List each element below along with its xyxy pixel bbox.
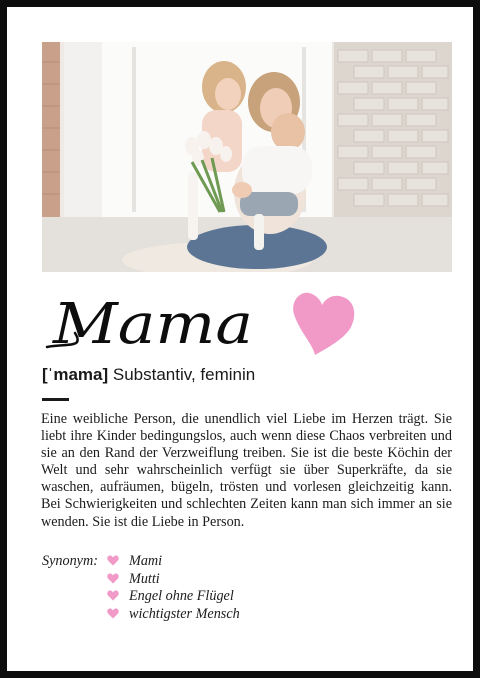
pronunciation [42, 365, 255, 385]
phonetic-spelling: [ˈmama] [42, 365, 109, 384]
synonym-item [107, 606, 240, 624]
title-mama [45, 285, 285, 365]
synonym-label: Synonym: [42, 553, 98, 569]
synonym-item [107, 588, 240, 606]
synonym-text: Engel ohne Flügel [129, 588, 234, 604]
heart-bullet-icon [107, 608, 119, 619]
synonym-list [107, 553, 240, 623]
family-photo [42, 42, 452, 272]
synonym-text: Mami [129, 553, 163, 569]
synonym-text: wichtigster Mensch [129, 605, 240, 622]
synonym-text: Mutti [129, 570, 160, 587]
grammar-info: Substantiv, feminin [112, 365, 256, 384]
synonym-item [107, 553, 240, 571]
synonym-item [107, 571, 240, 589]
divider [42, 398, 69, 401]
heart-bullet-icon [107, 555, 119, 566]
definition-text: Eine weibliche Person, die unendlich viel Liebe im Herzen trägt. Sie liebt ihre Kinder bedingungslos, auch wenn diese Chaos verbreiten und sie an den Rand der Verzweiflung treiben. Sie ist die beste Köchin der Welt und sehr wahrscheinlich verfügt sie über Superkräfte, da sie waschen, aufräumen, bügeln, trösten und vorlesen gleichzeitig kann. Bei Schwierigkeiten und schlechten Zeiten kann man sich immer an sie wenden. Sie ist die Liebe in Person. [41, 411, 452, 530]
heart-bullet-icon [107, 590, 119, 601]
title-text: Mama [51, 292, 253, 357]
heart-bullet-icon [107, 573, 119, 584]
heart-icon [289, 291, 357, 357]
